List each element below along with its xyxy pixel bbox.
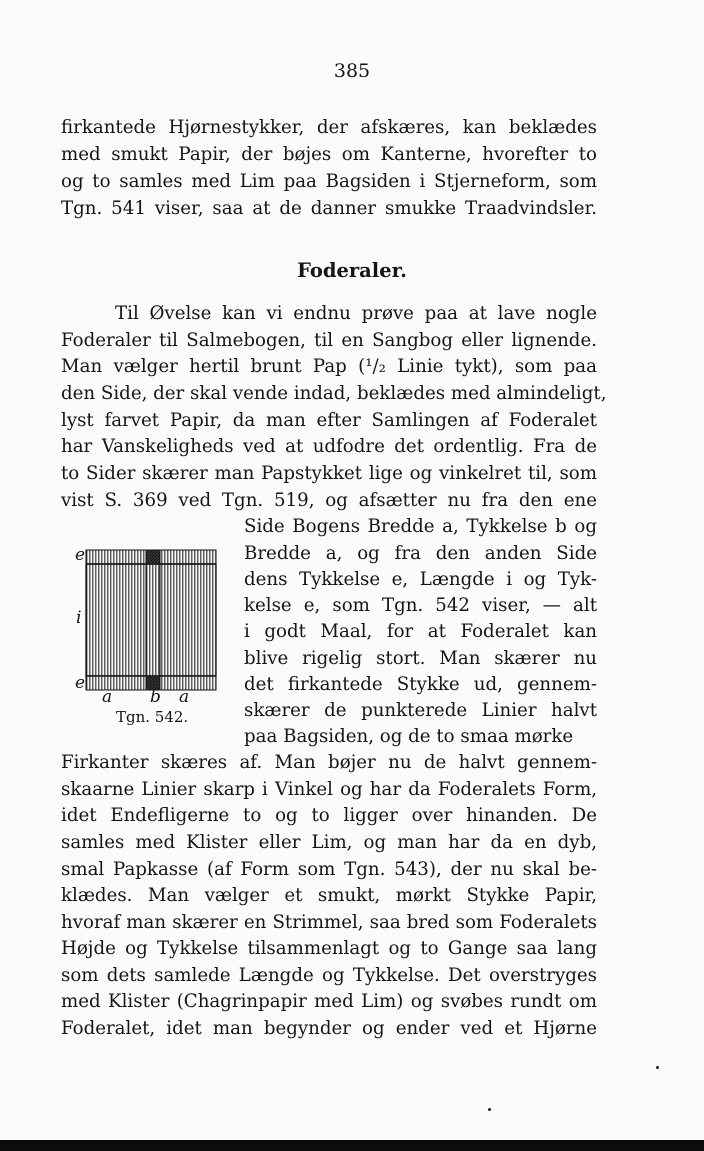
- paragraph-line: Side Bogens Bredde a, Tykkelse b og: [244, 516, 597, 537]
- paragraph-line: den Side, der skal vende indad, beklædes med almindeligt,: [61, 383, 607, 404]
- paragraph-line: som dets samlede Længde og Tykkelse. Det overstryges: [61, 965, 597, 986]
- paragraph-line: Tgn. 541 viser, saa at de danner smukke Traadvindsler.: [61, 198, 597, 219]
- paragraph-line: Firkanter skæres af. Man bøjer nu de halvt gennem-: [61, 752, 597, 773]
- paragraph-line: Bredde a, og fra den anden Side: [244, 543, 597, 564]
- label-a-right: a: [179, 687, 190, 707]
- paragraph-line: med Klister (Chagrinpapir med Lim) og svøbes rundt om: [61, 991, 597, 1012]
- paragraph-line: lyst farvet Papir, da man efter Samlingen af Foderalet: [61, 410, 597, 431]
- paragraph-line: og to samles med Lim paa Bagsiden i Stjerneform, som: [61, 171, 597, 192]
- paragraph-line: Foderaler til Salmebogen, til en Sangbog eller lignende.: [61, 330, 597, 351]
- paragraph-line: paa Bagsiden, og de to smaa mørke: [244, 726, 574, 747]
- paragraph-line: kelse e, som Tgn. 542 viser, — alt: [244, 595, 597, 616]
- paragraph-line: skærer de punkterede Linier halvt: [244, 700, 597, 721]
- main-body: [86, 564, 216, 676]
- paragraph-line: Højde og Tykkelse tilsammenlagt og to Gange saa lang: [61, 938, 597, 959]
- scan-bottom-edge: [0, 1140, 704, 1151]
- paragraph-line: vist S. 369 ved Tgn. 519, og afsætter nu fra den ene: [61, 490, 597, 511]
- paragraph-line: to Sider skærer man Papstykket lige og vinkelret til, som: [61, 463, 597, 484]
- paragraph-line: dens Tykkelse e, Længde i og Tyk-: [244, 569, 597, 590]
- dark-square-top: [146, 550, 160, 564]
- paragraph-line: det firkantede Stykke ud, gennem-: [244, 674, 597, 695]
- section-heading: Foderaler.: [297, 259, 407, 282]
- label-b: b: [150, 687, 161, 707]
- scan-speck: [656, 1066, 659, 1069]
- label-e-bottom: e: [75, 673, 86, 693]
- paragraph-line: klædes. Man vælger et smukt, mørkt Stykke Papir,: [61, 885, 597, 906]
- label-a-left: a: [102, 687, 113, 707]
- paragraph-line: blive rigelig stort. Man skærer nu: [244, 648, 597, 669]
- label-i: i: [76, 608, 82, 628]
- figure-tgn-542: [74, 545, 224, 726]
- paragraph-line: har Vanskeligheds ved at udfodre det ordentlig. Fra de: [61, 436, 597, 457]
- scan-speck: [488, 1108, 491, 1111]
- page-number: 385: [333, 60, 371, 82]
- paragraph-line: skaarne Linier skarp i Vinkel og har da Foderalets Form,: [61, 779, 597, 800]
- paragraph-line: Til Øvelse kan vi endnu prøve paa at lave nogle: [115, 303, 597, 324]
- paragraph-line: med smukt Papir, der bøjes om Kanterne, hvorefter to: [61, 144, 597, 165]
- figure-drawing: [74, 545, 224, 705]
- paragraph-line: hvoraf man skærer en Strimmel, saa bred som Foderalets: [61, 912, 597, 933]
- paragraph-line: smal Papkasse (af Form som Tgn. 543), der nu skal be-: [61, 859, 597, 880]
- paragraph-line: Man vælger hertil brunt Pap (¹/₂ Linie tykt), som paa: [61, 356, 597, 377]
- paragraph-line: i godt Maal, for at Foderalet kan: [244, 621, 597, 642]
- paragraph-line: idet Endefligerne to og to ligger over hinanden. De: [61, 805, 597, 826]
- paragraph-line: Foderalet, idet man begynder og ender ved et Hjørne: [61, 1018, 597, 1039]
- paragraph-line: firkantede Hjørnestykker, der afskæres, kan beklædes: [61, 117, 597, 138]
- figure-caption: Tgn. 542.: [116, 708, 189, 726]
- paragraph-line: samles med Klister eller Lim, og man har da en dyb,: [61, 832, 597, 853]
- label-e-top: e: [75, 545, 86, 565]
